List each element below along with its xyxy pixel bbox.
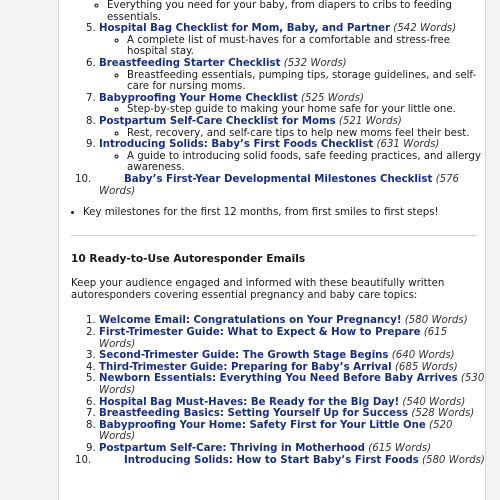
list-item bbox=[99, 443, 485, 455]
item-title: Hospital Bag Checklist for Mom, Baby, and Partner bbox=[99, 23, 391, 35]
item-title: Baby’s First-Year Developmental Milestones Checklist bbox=[124, 173, 433, 185]
word-count: (525 Words) bbox=[301, 92, 364, 104]
list-item bbox=[99, 350, 485, 362]
list-item bbox=[99, 397, 485, 409]
item-description: ◦ A guide to introducing solid foods, safe feeding practices, and allergy awareness. bbox=[127, 151, 485, 174]
section-divider bbox=[71, 235, 477, 236]
item-title: Third-Trimester Guide: Preparing for Baby’s Arrival bbox=[99, 361, 392, 373]
list-item bbox=[99, 139, 485, 174]
word-count: (580 Words) bbox=[404, 315, 468, 327]
list-item bbox=[99, 327, 485, 350]
document-page bbox=[58, 0, 486, 500]
list-item: ◦ Everything you need for your baby, from diapers to cribs to feeding essentials. bbox=[107, 0, 485, 23]
list-item bbox=[99, 23, 485, 58]
word-count: (615 Words) bbox=[368, 443, 432, 454]
item-title: Welcome Email: Congratulations on Your Pregnancy! bbox=[99, 315, 402, 327]
item-title: Introducing Solids: How to Start Baby’s First Foods bbox=[124, 454, 419, 466]
item-title: Second-Trimester Guide: The Growth Stage Begins bbox=[99, 350, 389, 362]
word-count: (528 Words) bbox=[411, 408, 475, 420]
word-count: (540 Words) bbox=[402, 396, 466, 408]
item-title: Postpartum Self-Care Checklist for Moms bbox=[99, 115, 336, 127]
item-title: Newborn Essentials: Everything You Need Before Baby Arrives bbox=[99, 373, 458, 385]
item-title: Hospital Bag Must-Haves: Be Ready for the Big Day! bbox=[99, 396, 400, 408]
word-count: (532 Words) bbox=[283, 57, 347, 69]
list-item bbox=[99, 408, 485, 420]
item-title: Babyproofing Your Home Checklist bbox=[99, 92, 298, 104]
word-count: (521 Words) bbox=[338, 115, 402, 127]
word-count: (580 Words) bbox=[421, 454, 485, 466]
email-list bbox=[59, 315, 485, 466]
list-item bbox=[99, 315, 485, 327]
item-description: ◦ Breastfeeding essentials, pumping tips, storage guidelines, and self-care for nursing moms. bbox=[127, 70, 485, 93]
item-number: 10. bbox=[75, 173, 92, 185]
item-description: ◦ Step-by-step guide to making your home safe for your little one. bbox=[127, 104, 485, 116]
word-count: (685 Words) bbox=[394, 361, 458, 373]
item-title: First-Trimester Guide: What to Expect & How to Prepare bbox=[99, 327, 421, 339]
item-description: ◦ Rest, recovery, and self-care tips to help new moms feel their best. bbox=[127, 128, 485, 140]
item-title: Postpartum Self-Care: Thriving in Motherhood bbox=[99, 443, 365, 454]
word-count: (640 Words) bbox=[391, 350, 455, 362]
word-count: (631 Words) bbox=[376, 139, 440, 151]
word-count: (542 Words) bbox=[393, 23, 457, 35]
word-count: (615 Words) bbox=[99, 327, 448, 350]
list-item bbox=[99, 362, 485, 374]
item-description: ◦ A complete list of must-haves for a comfortable and stress-free hospital stay. bbox=[127, 35, 485, 58]
word-count: (530 Words) bbox=[99, 373, 485, 397]
word-count: (520 Words) bbox=[99, 419, 453, 443]
item-title: Babyproofing Your Home: Safety First for Your Little One bbox=[99, 419, 426, 431]
checklist-list bbox=[59, 23, 485, 197]
document-content bbox=[59, 0, 485, 466]
item-number: 10. bbox=[75, 454, 92, 466]
item-title: Breastfeeding Starter Checklist bbox=[99, 57, 281, 69]
list-item bbox=[99, 58, 485, 93]
list-item: • Key milestones for the first 12 months, from first smiles to first steps! bbox=[83, 207, 485, 219]
section-intro: Keep your audience engaged and informed with these beautifully written autoresponders covering essential pregnancy and baby care topics: bbox=[71, 278, 445, 301]
word-count: (576 Words) bbox=[99, 173, 460, 197]
item-title: Introducing Solids: Baby’s First Foods Checklist bbox=[99, 139, 374, 151]
list-item bbox=[99, 93, 485, 116]
section-heading: 10 Ready-to-Use Autoresponder Emails bbox=[71, 252, 306, 265]
continued-sublist bbox=[59, 0, 485, 23]
list-item bbox=[75, 173, 485, 197]
milestones-bullet-list bbox=[59, 207, 485, 219]
list-item bbox=[99, 116, 485, 139]
list-item bbox=[99, 420, 485, 443]
list-item bbox=[99, 373, 485, 396]
item-title: Breastfeeding Basics: Setting Yourself Up for Success bbox=[99, 408, 409, 420]
list-item bbox=[75, 454, 485, 467]
